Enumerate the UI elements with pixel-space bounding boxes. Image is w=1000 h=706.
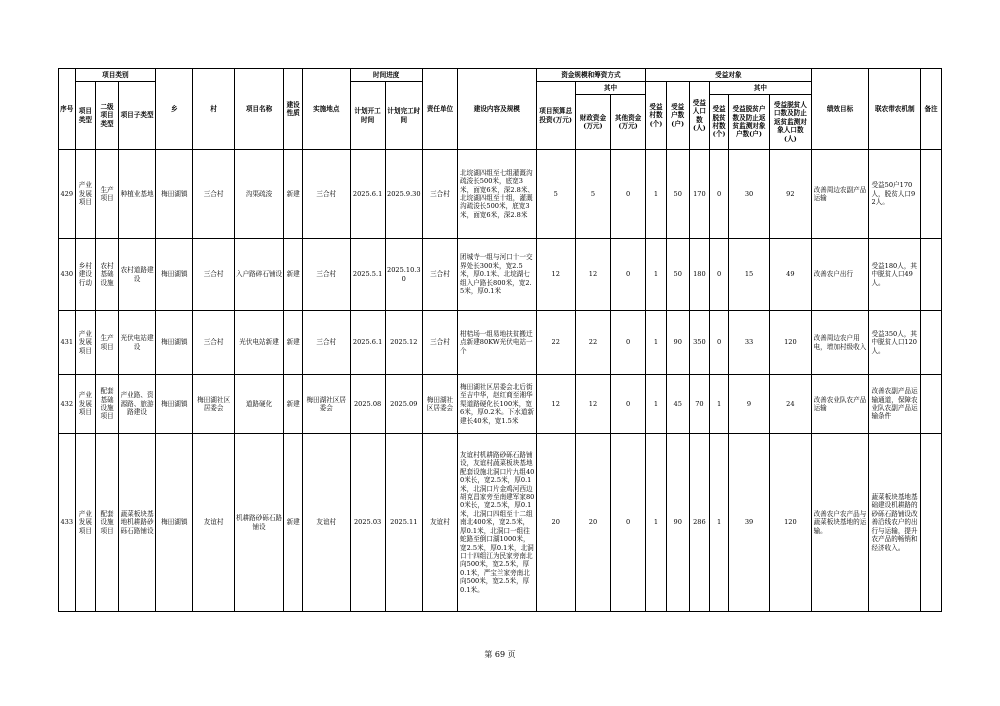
header-performance-goal: 绩效目标 — [811, 69, 869, 150]
cell-ben-poor-villages: 1 — [710, 434, 729, 612]
cell-level2-type: 配套设施项目 — [96, 434, 119, 612]
header-level2-type: 二级项目类型 — [96, 82, 119, 150]
cell-performance-goal: 改善周边农副产品运输 — [811, 150, 869, 239]
header-start-time: 计划开工时间 — [350, 82, 385, 150]
cell-ben-monitor-households: 33 — [728, 311, 769, 375]
cell-total-investment: 20 — [536, 434, 575, 612]
header-end-time: 计划完工时间 — [385, 82, 422, 150]
cell-project-name: 道路硬化 — [234, 375, 284, 434]
cell-performance-goal: 改善农业队农产品运输 — [811, 375, 869, 434]
cell-other-funds: 0 — [611, 150, 646, 239]
cell-village: 梅田湖社区居委会 — [193, 375, 234, 434]
header-responsible-unit: 责任单位 — [422, 69, 457, 150]
header-ben-households: 受益户数(户) — [666, 82, 689, 150]
project-table — [58, 68, 942, 612]
cell-ben-poor-villages: 1 — [710, 375, 729, 434]
header-category-group: 项目类别 — [75, 69, 156, 82]
cell-location: 三合村 — [302, 311, 350, 375]
cell-project-name: 光伏电站新建 — [234, 311, 284, 375]
header-linkage-mechanism: 联农带农机制 — [869, 69, 921, 150]
header-remarks: 备注 — [921, 69, 942, 150]
header-funding-group: 资金规模和筹资方式 — [536, 69, 646, 82]
header-other-funds: 其他资金(万元) — [611, 95, 646, 150]
header-project-name: 项目名称 — [234, 69, 284, 150]
header-seq: 序号 — [59, 69, 76, 150]
cell-other-funds: 0 — [611, 311, 646, 375]
cell-ben-population: 170 — [689, 150, 710, 239]
cell-end-time: 2025.9.30 — [385, 150, 422, 239]
cell-remarks — [921, 434, 942, 612]
cell-responsible-unit: 三合村 — [422, 239, 457, 311]
table-row — [59, 434, 942, 612]
cell-ben-population: 180 — [689, 239, 710, 311]
header-construction-nature: 建设性质 — [284, 69, 303, 150]
cell-performance-goal: 改善农户农产品与蔬菜板块基地的运输。 — [811, 434, 869, 612]
cell-end-time: 2025.10.30 — [385, 239, 422, 311]
cell-ben-monitor-households: 15 — [728, 239, 769, 311]
cell-project-type: 产业发展项目 — [75, 375, 96, 434]
cell-linkage-mechanism: 蔬菜板块基地基础建设机耕路的砂砾石路铺设改善沿线农户的出行与运输，提升农产品的畅销和经济收入。 — [869, 434, 921, 612]
cell-fiscal-funds: 12 — [575, 239, 610, 311]
cell-content: 柑桔场一组易地扶贫搬迁点新建80KW光伏电站一个 — [458, 311, 537, 375]
cell-fiscal-funds: 20 — [575, 434, 610, 612]
header-total-investment: 项目预算总投资(万元) — [536, 82, 575, 150]
cell-seq: 433 — [59, 434, 76, 612]
cell-linkage-mechanism: 受益350人，其中脱贫人口120人。 — [869, 311, 921, 375]
header-beneficiary-group: 受益对象 — [646, 69, 811, 82]
cell-content: 梅田湖社区居委会北后街至吉中华，赵红商至湘华渠道路硬化长100米，宽6米，厚0.2米。下水道新建长40米，宽1.5米 — [458, 375, 537, 434]
header-ben-population: 受益人口数(人) — [689, 82, 710, 150]
cell-end-time: 2025.12 — [385, 311, 422, 375]
cell-content: 北垸湖四组至七组灌溉沟疏浚长500米，底宽3米，面宽6米，深2.8米、北垸湖四组至十组，灌溉沟疏浚长500米，底宽3米，面宽6米，深2.8米 — [458, 150, 537, 239]
cell-sub-type: 光伏电站建设 — [118, 311, 155, 375]
cell-ben-monitor-population: 120 — [770, 311, 811, 375]
cell-start-time: 2025.6.1 — [350, 311, 385, 375]
header-ben-monitor-population: 受益脱贫人口数及防止返贫监测对象人口数(人) — [770, 95, 811, 150]
cell-fiscal-funds: 5 — [575, 150, 610, 239]
header-township: 乡 — [156, 69, 193, 150]
cell-ben-villages: 1 — [646, 434, 667, 612]
header-ben-villages: 受益村数(个) — [646, 82, 667, 150]
cell-ben-households: 45 — [666, 375, 689, 434]
cell-start-time: 2025.03 — [350, 434, 385, 612]
cell-seq: 430 — [59, 239, 76, 311]
cell-linkage-mechanism: 受益180人，其中脱贫人口49人。 — [869, 239, 921, 311]
cell-start-time: 2025.5.1 — [350, 239, 385, 311]
cell-construction-nature: 新建 — [284, 150, 303, 239]
cell-performance-goal: 改善农户出行 — [811, 239, 869, 311]
cell-township: 梅田湖镇 — [156, 375, 193, 434]
cell-other-funds: 0 — [611, 434, 646, 612]
cell-ben-villages: 1 — [646, 150, 667, 239]
cell-ben-monitor-households: 30 — [728, 150, 769, 239]
cell-responsible-unit: 三合村 — [422, 311, 457, 375]
cell-performance-goal: 改善周边农户用电，增加村级收入 — [811, 311, 869, 375]
cell-project-name: 机耕路砂砾石路铺设 — [234, 434, 284, 612]
cell-end-time: 2025.11 — [385, 434, 422, 612]
cell-responsible-unit: 友谊村 — [422, 434, 457, 612]
cell-ben-poor-villages: 0 — [710, 150, 729, 239]
cell-remarks — [921, 375, 942, 434]
cell-location: 友谊村 — [302, 434, 350, 612]
cell-seq: 429 — [59, 150, 76, 239]
cell-responsible-unit: 三合村 — [422, 150, 457, 239]
cell-seq: 431 — [59, 311, 76, 375]
cell-ben-villages: 1 — [646, 311, 667, 375]
cell-ben-villages: 1 — [646, 375, 667, 434]
table-row — [59, 311, 942, 375]
header-fiscal-funds: 财政资金(万元) — [575, 95, 610, 150]
cell-project-name: 沟渠疏浚 — [234, 150, 284, 239]
table-row — [59, 375, 942, 434]
cell-remarks — [921, 239, 942, 311]
cell-start-time: 2025.08 — [350, 375, 385, 434]
cell-ben-poor-villages: 0 — [710, 311, 729, 375]
cell-other-funds: 0 — [611, 239, 646, 311]
cell-responsible-unit: 梅田湖社区居委会 — [422, 375, 457, 434]
cell-level2-type: 配套基础设施项目 — [96, 375, 119, 434]
cell-project-type: 产业发展项目 — [75, 311, 96, 375]
cell-township: 梅田湖镇 — [156, 311, 193, 375]
cell-seq: 432 — [59, 375, 76, 434]
cell-level2-type: 生产项目 — [96, 150, 119, 239]
cell-ben-monitor-population: 92 — [770, 150, 811, 239]
header-schedule-group: 时间进度 — [350, 69, 422, 82]
cell-content: 团城寺一组与河口十一交界处长300米，宽2.5米，厚0.1米、北垸湖七组入户路长800米，宽2.5米，厚0.1米 — [458, 239, 537, 311]
cell-construction-nature: 新建 — [284, 311, 303, 375]
cell-project-name: 入户路碎石铺设 — [234, 239, 284, 311]
cell-fiscal-funds: 12 — [575, 375, 610, 434]
cell-total-investment: 5 — [536, 150, 575, 239]
cell-sub-type: 种植业基地 — [118, 150, 155, 239]
cell-linkage-mechanism: 受益50户170人，脱贫人口92人。 — [869, 150, 921, 239]
cell-sub-type: 农村道路建设 — [118, 239, 155, 311]
cell-linkage-mechanism: 改善农副产品运输通道，保障农业队农副产品运输条件 — [869, 375, 921, 434]
cell-ben-population: 286 — [689, 434, 710, 612]
cell-other-funds: 0 — [611, 375, 646, 434]
cell-ben-villages: 1 — [646, 239, 667, 311]
cell-ben-monitor-households: 39 — [728, 434, 769, 612]
header-funding-of-which: 其中 — [575, 82, 645, 95]
cell-remarks — [921, 150, 942, 239]
cell-ben-monitor-households: 9 — [728, 375, 769, 434]
cell-village: 三合村 — [193, 150, 234, 239]
cell-fiscal-funds: 22 — [575, 311, 610, 375]
cell-start-time: 2025.6.1 — [350, 150, 385, 239]
cell-level2-type: 生产项目 — [96, 311, 119, 375]
cell-ben-monitor-population: 24 — [770, 375, 811, 434]
cell-project-type: 产业发展项目 — [75, 150, 96, 239]
cell-construction-nature: 新建 — [284, 434, 303, 612]
cell-ben-households: 50 — [666, 239, 689, 311]
header-beneficiary-of-which: 其中 — [710, 82, 811, 95]
cell-location: 三合村 — [302, 150, 350, 239]
cell-ben-monitor-population: 49 — [770, 239, 811, 311]
cell-sub-type: 产业路、资源路、旅游路建设 — [118, 375, 155, 434]
cell-content: 友谊村机耕路砂砾石路铺设，友谊村蔬菜板块基地配套设施北洞口片九组400米长，宽2.5米，厚0.1米，北洞口片金鸡河西边胡克昌家旁至南建军家800米长，宽2.5米，厚0.1米，北洞口四组至十二组南北400米，宽2.5米，厚0.1米，北洞口一组往蛇路至倒口湖1000米，宽2.5米，厚0.1米，北洞口十四组江为民家旁南北向500米，宽2.5米，厚0.1米，严宝兰家旁南北向500米，宽2.5米，厚0.1米。 — [458, 434, 537, 612]
cell-ben-poor-villages: 0 — [710, 239, 729, 311]
header-location: 实施地点 — [302, 69, 350, 150]
table-row — [59, 239, 942, 311]
cell-location: 梅田湖社区居委会 — [302, 375, 350, 434]
cell-end-time: 2025.09 — [385, 375, 422, 434]
cell-township: 梅田湖镇 — [156, 150, 193, 239]
cell-township: 梅田湖镇 — [156, 434, 193, 612]
header-content-scale: 建设内容及规模 — [458, 69, 537, 150]
header-village: 村 — [193, 69, 234, 150]
cell-level2-type: 农村基础设施 — [96, 239, 119, 311]
cell-project-type: 乡村建设行动 — [75, 239, 96, 311]
cell-ben-households: 90 — [666, 434, 689, 612]
cell-village: 友谊村 — [193, 434, 234, 612]
cell-village: 三合村 — [193, 239, 234, 311]
cell-project-type: 产业发展项目 — [75, 434, 96, 612]
cell-total-investment: 12 — [536, 375, 575, 434]
cell-township: 梅田湖镇 — [156, 239, 193, 311]
cell-ben-households: 90 — [666, 311, 689, 375]
cell-construction-nature: 新建 — [284, 239, 303, 311]
cell-sub-type: 蔬菜板块基地机耕路砂砾石路铺设 — [118, 434, 155, 612]
header-project-type: 项目类型 — [75, 82, 96, 150]
cell-ben-population: 70 — [689, 375, 710, 434]
cell-ben-monitor-population: 120 — [770, 434, 811, 612]
header-sub-type: 项目子类型 — [118, 82, 155, 150]
page-number: 第 69 页 — [484, 650, 516, 659]
cell-total-investment: 12 — [536, 239, 575, 311]
cell-location: 三合村 — [302, 239, 350, 311]
cell-ben-population: 350 — [689, 311, 710, 375]
cell-remarks — [921, 311, 942, 375]
cell-total-investment: 22 — [536, 311, 575, 375]
header-ben-monitor-households: 受益脱贫户数及防止返贫监测对象户数(户) — [728, 95, 769, 150]
cell-village: 三合村 — [193, 311, 234, 375]
table-row — [59, 150, 942, 239]
cell-ben-households: 50 — [666, 150, 689, 239]
cell-construction-nature: 新建 — [284, 375, 303, 434]
header-ben-poor-villages: 受益脱贫村数(个) — [710, 95, 729, 150]
